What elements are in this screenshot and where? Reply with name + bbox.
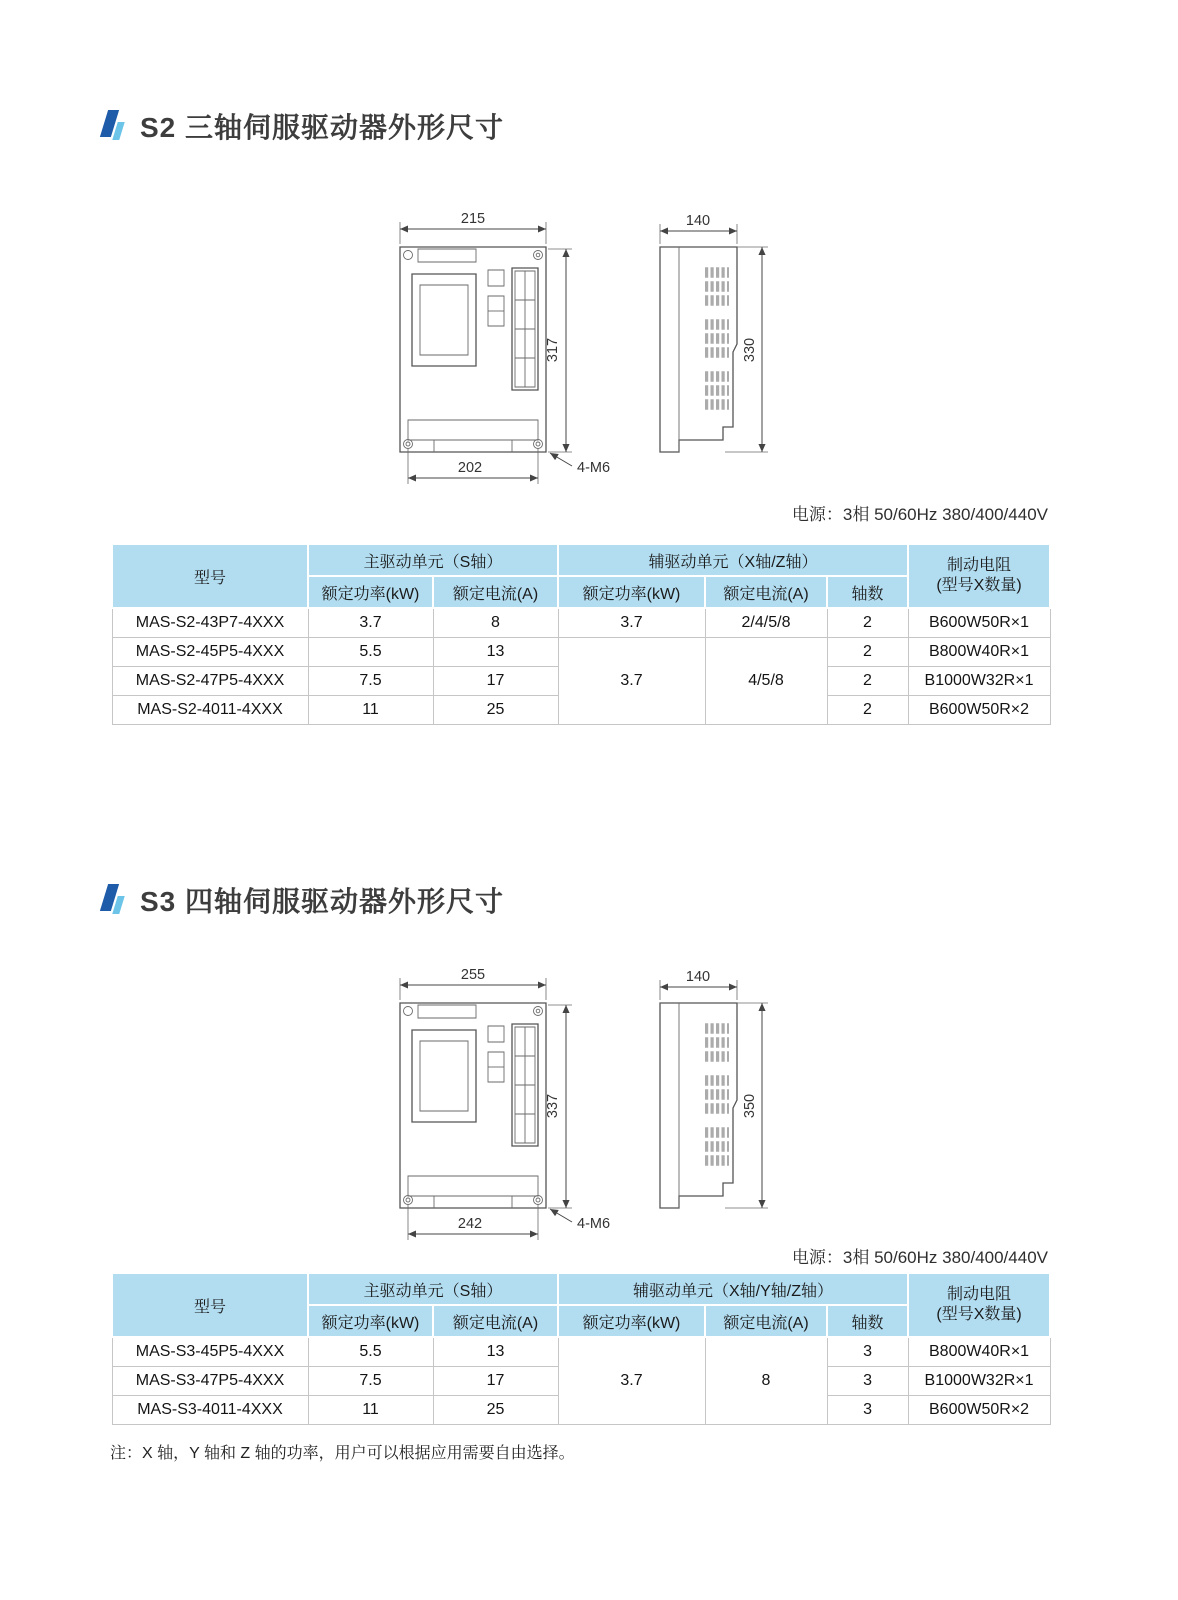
s2-spec-table bbox=[111, 543, 1051, 725]
s2-col-aux-power: 额定功率(kW) bbox=[558, 576, 705, 608]
cell-axes: 2 bbox=[827, 695, 908, 724]
cell-brake: B1000W32R×1 bbox=[908, 666, 1050, 695]
table-row bbox=[112, 637, 1050, 666]
section-s2-heading: S2 三轴伺服驱动器外形尺寸 bbox=[140, 112, 505, 143]
slash-accent-icon bbox=[100, 880, 134, 920]
cell-main-current: 13 bbox=[433, 1337, 558, 1366]
cell-brake: B600W50R×2 bbox=[908, 1395, 1050, 1424]
s2-dimension-drawing bbox=[372, 192, 792, 492]
cell-main-power: 3.7 bbox=[308, 608, 433, 637]
s3-side-height-label: 350 bbox=[742, 1093, 758, 1119]
s2-side-height-label: 330 bbox=[742, 337, 758, 363]
s2-front-width-label: 215 bbox=[460, 211, 486, 227]
s3-dimension-drawing bbox=[372, 948, 792, 1248]
s3-side-view bbox=[660, 969, 768, 1208]
cell-axes: 2 bbox=[827, 666, 908, 695]
cell-aux-power-merged: 3.7 bbox=[558, 637, 705, 724]
s3-spec-table bbox=[111, 1272, 1051, 1425]
cell-aux-power-merged: 3.7 bbox=[558, 1337, 705, 1424]
s2-col-aux-current: 额定电流(A) bbox=[705, 576, 827, 608]
s2-front-view bbox=[400, 211, 610, 484]
s3-col-brake: 制动电阻 (型号X数量) bbox=[908, 1273, 1050, 1337]
s2-power-supply-note: 电源：3相 50/60Hz 380/400/440V bbox=[791, 505, 1048, 524]
slash-accent-icon bbox=[100, 106, 134, 146]
s3-front-height-label: 337 bbox=[545, 1093, 561, 1119]
cell-main-power: 11 bbox=[308, 1395, 433, 1424]
s2-front-bottom-width-label: 202 bbox=[457, 460, 483, 476]
s3-col-main-group: 主驱动单元（S轴） bbox=[308, 1273, 558, 1305]
s2-col-main-current: 额定电流(A) bbox=[433, 576, 558, 608]
s3-col-aux-group: 辅驱动单元（X轴/Y轴/Z轴） bbox=[558, 1273, 908, 1305]
s3-front-bottom-width-label: 242 bbox=[457, 1216, 483, 1232]
cell-model: MAS-S2-45P5-4XXX bbox=[112, 637, 308, 666]
s3-col-aux-current: 额定电流(A) bbox=[705, 1305, 827, 1337]
cell-main-power: 5.5 bbox=[308, 637, 433, 666]
s2-screw-label: 4-M6 bbox=[577, 460, 611, 476]
s3-power-supply-note: 电源：3相 50/60Hz 380/400/440V bbox=[791, 1248, 1048, 1267]
cell-model: MAS-S2-47P5-4XXX bbox=[112, 666, 308, 695]
cell-model: MAS-S3-47P5-4XXX bbox=[112, 1366, 308, 1395]
s2-col-axes: 轴数 bbox=[827, 576, 908, 608]
s2-front-height-label: 317 bbox=[545, 337, 561, 363]
cell-main-power: 11 bbox=[308, 695, 433, 724]
s2-side-width-label: 140 bbox=[685, 213, 711, 229]
s2-col-model: 型号 bbox=[112, 544, 308, 608]
s3-col-main-current: 额定电流(A) bbox=[433, 1305, 558, 1337]
cell-brake: B600W50R×2 bbox=[908, 695, 1050, 724]
cell-axes: 3 bbox=[827, 1337, 908, 1366]
cell-main-current: 25 bbox=[433, 1395, 558, 1424]
cell-brake: B800W40R×1 bbox=[908, 1337, 1050, 1366]
s3-front-view bbox=[400, 967, 610, 1240]
cell-axes: 3 bbox=[827, 1395, 908, 1424]
s3-col-model: 型号 bbox=[112, 1273, 308, 1337]
s2-side-view bbox=[660, 213, 768, 452]
s3-table-wrap bbox=[111, 1272, 1049, 1425]
cell-main-power: 7.5 bbox=[308, 1366, 433, 1395]
s2-col-brake: 制动电阻 (型号X数量) bbox=[908, 544, 1050, 608]
cell-main-current: 17 bbox=[433, 1366, 558, 1395]
cell-axes: 2 bbox=[827, 608, 908, 637]
section-s2-title bbox=[100, 106, 504, 146]
table-row bbox=[112, 1337, 1050, 1366]
cell-brake: B800W40R×1 bbox=[908, 637, 1050, 666]
s2-col-main-group: 主驱动单元（S轴） bbox=[308, 544, 558, 576]
s2-table-wrap bbox=[111, 543, 1049, 725]
cell-model: MAS-S3-45P5-4XXX bbox=[112, 1337, 308, 1366]
s2-header-row-groups bbox=[112, 544, 1050, 576]
cell-main-power: 7.5 bbox=[308, 666, 433, 695]
section-s3-title bbox=[100, 880, 504, 920]
cell-main-current: 17 bbox=[433, 666, 558, 695]
cell-aux-current-merged: 4/5/8 bbox=[705, 637, 827, 724]
section-s3-heading: S3 四轴伺服驱动器外形尺寸 bbox=[140, 886, 505, 917]
s3-screw-label: 4-M6 bbox=[577, 1216, 611, 1232]
cell-brake: B1000W32R×1 bbox=[908, 1366, 1050, 1395]
cell-brake: B600W50R×1 bbox=[908, 608, 1050, 637]
s3-front-width-label: 255 bbox=[460, 967, 486, 983]
cell-axes: 3 bbox=[827, 1366, 908, 1395]
cell-model: MAS-S2-43P7-4XXX bbox=[112, 608, 308, 637]
cell-model: MAS-S3-4011-4XXX bbox=[112, 1395, 308, 1424]
cell-main-power: 5.5 bbox=[308, 1337, 433, 1366]
footnote: 注：X 轴，Y 轴和 Z 轴的功率，用户可以根据应用需要自由选择。 bbox=[110, 1445, 575, 1462]
cell-model: MAS-S2-4011-4XXX bbox=[112, 695, 308, 724]
cell-aux-current-merged: 8 bbox=[705, 1337, 827, 1424]
cell-main-current: 13 bbox=[433, 637, 558, 666]
s2-col-aux-group: 辅驱动单元（X轴/Z轴） bbox=[558, 544, 908, 576]
table-row bbox=[112, 608, 1050, 637]
s3-col-axes: 轴数 bbox=[827, 1305, 908, 1337]
cell-main-current: 25 bbox=[433, 695, 558, 724]
s3-col-main-power: 额定功率(kW) bbox=[308, 1305, 433, 1337]
cell-aux-power: 3.7 bbox=[558, 608, 705, 637]
cell-axes: 2 bbox=[827, 637, 908, 666]
s3-header-row-groups bbox=[112, 1273, 1050, 1305]
cell-main-current: 8 bbox=[433, 608, 558, 637]
s3-side-width-label: 140 bbox=[685, 969, 711, 985]
s3-col-aux-power: 额定功率(kW) bbox=[558, 1305, 705, 1337]
cell-aux-current: 2/4/5/8 bbox=[705, 608, 827, 637]
s2-col-main-power: 额定功率(kW) bbox=[308, 576, 433, 608]
